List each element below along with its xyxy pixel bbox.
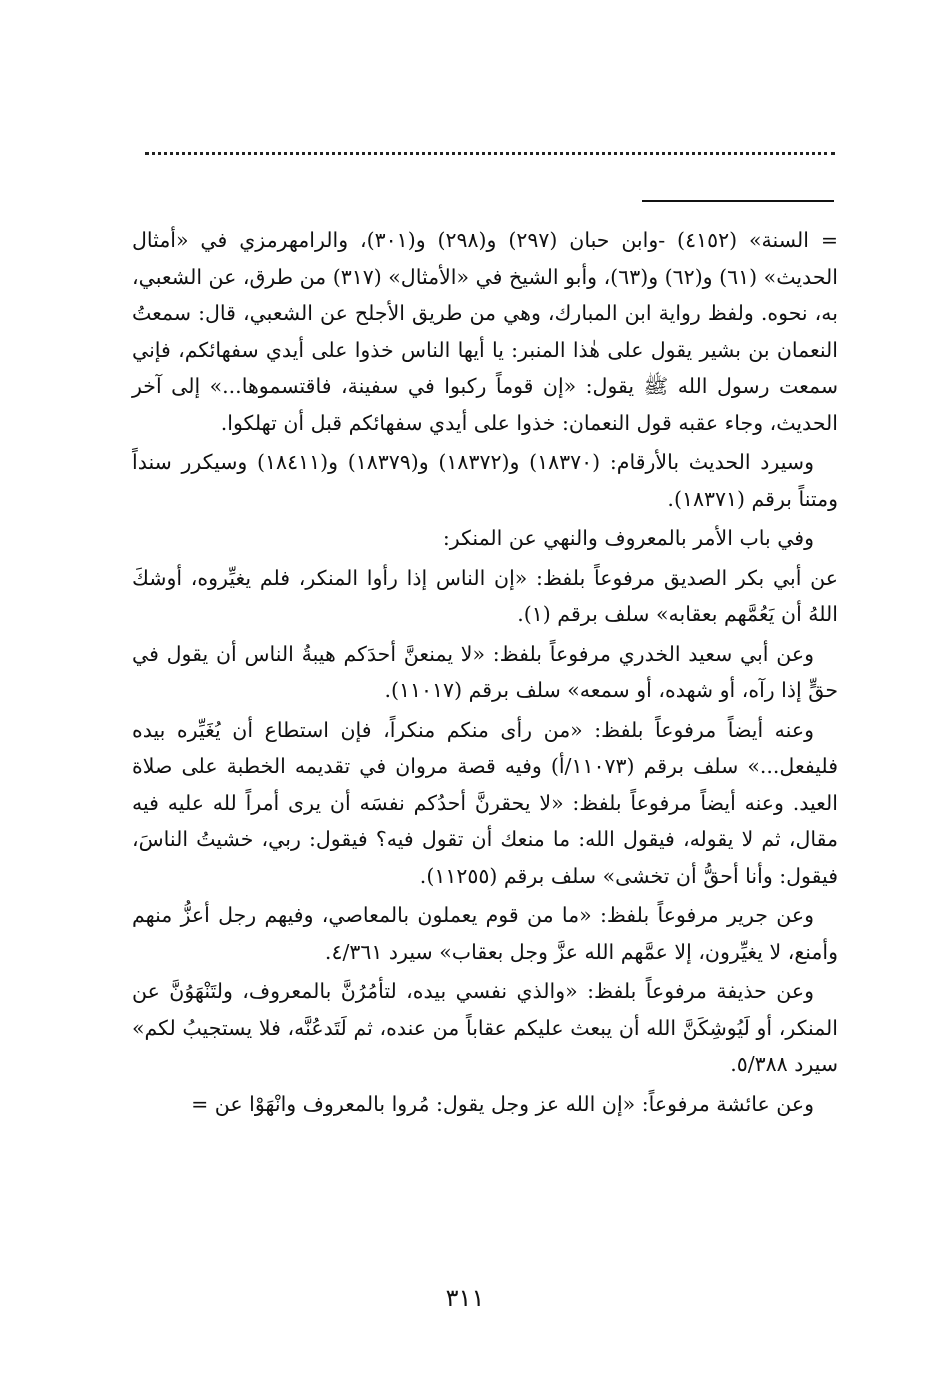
footnote-rule [642,200,834,202]
footnote-body [132,222,838,1125]
footnote-paragraph: وعن عائشة مرفوعاً: «إن الله عز وجل يقول: مُروا بالمعروف وانْهَوْا عن = [191,1091,814,1116]
page-number: ٣١١ [445,1284,485,1312]
footnote-paragraph: وعن أبي سعيد الخدري مرفوعاً بلفظ: «لا يمنعنَّ أحدَكم هيبةُ الناس أن يقول في حقٍّ إذا رآه، أو شهده، أو سمعه» سلف برقم (١١٠١٧). [132,641,838,702]
footnote-paragraph: وعنه أيضاً مرفوعاً بلفظ: «من رأى منكم منكراً، فإن استطاع أن يُغَيِّره بيده فليفعل...» سلف برقم (١١٠٧٣/أ) وفيه قصة مروان في تقديمه الخطبة على صلاة العيد. وعنه أيضاً مرفوعاً بلفظ: «لا يحقرنَّ أحدُكم نفسَه أن يرى أمراً لله عليه فيه مقال، ثم لا يقوله، فيقول الله: ما منعك أن تقول فيه؟ فيقول: ربي، خشيتُ الناسَ، فيقول: وأنا أحقُّ أن تخشى» سلف برقم (١١٢٥٥). [132,717,838,888]
footnote-paragraph: وعن جرير مرفوعاً بلفظ: «ما من قوم يعملون بالمعاصي، وفيهم رجل أعزُّ منهم وأمنع، لا يغيِّرون، إلا عمَّهم الله عزَّ وجل بعقاب» سيرد ٤/٣٦١. [132,903,838,964]
footnote-paragraph: عن أبي بكر الصديق مرفوعاً بلفظ: «إن الناس إذا رأوا المنكر، فلم يغيِّروه، أوشكَ اللهُ أن يَعُمَّهم بعقابه» سلف برقم (١). [132,565,838,626]
footnote-paragraph: وفي باب الأمر بالمعروف والنهي عن المنكر: [442,526,814,550]
footnote-paragraph: وسيرد الحديث بالأرقام: (١٨٣٧٠) و(١٨٣٧٢) و(١٨٣٧٩) و(١٨٤١١) وسيكرر سنداً ومتناً برقم (١٨٣٧١). [132,450,838,511]
footnote-paragraph: وعن حذيفة مرفوعاً بلفظ: «والذي نفسي بيده، لتأمُرُنَّ بالمعروف، ولتَنْهَوُنَّ عن المنكر، أو لَيُوشِكَنَّ الله أن يبعث عليكم عقاباً من عنده، ثم لَتَدعُنَّه، فلا يستجيبُ لكم» سيرد ٥/٣٨٨. [132,979,838,1076]
dotted-separator [145,152,835,155]
footnote-paragraph: = السنة» (٤١٥٢) -وابن حبان (٢٩٧) و(٢٩٨) و(٣٠١)، والرامهرمزي في «أمثال الحديث» (٦١) و(٦٢) و(٦٣)، وأبو الشيخ في «الأمثال» (٣١٧) من طرق، عن الشعبي، به، نحوه. ولفظ رواية ابن المبارك، وهي من طريق الأجلح عن الشعبي، قال: سمعتُ النعمان بن بشير يقول على هٰذا المنبر: يا أيها الناس خذوا على أيدي سفهائكم، فإني سمعت رسول الله ﷺ يقول: «إن قوماً ركبوا في سفينة، فاقتسموها...» إلى آخر الحديث، وجاء عقبه قول النعمان: خذوا على أيدي سفهائكم قبل أن تهلكوا. [132,228,839,435]
